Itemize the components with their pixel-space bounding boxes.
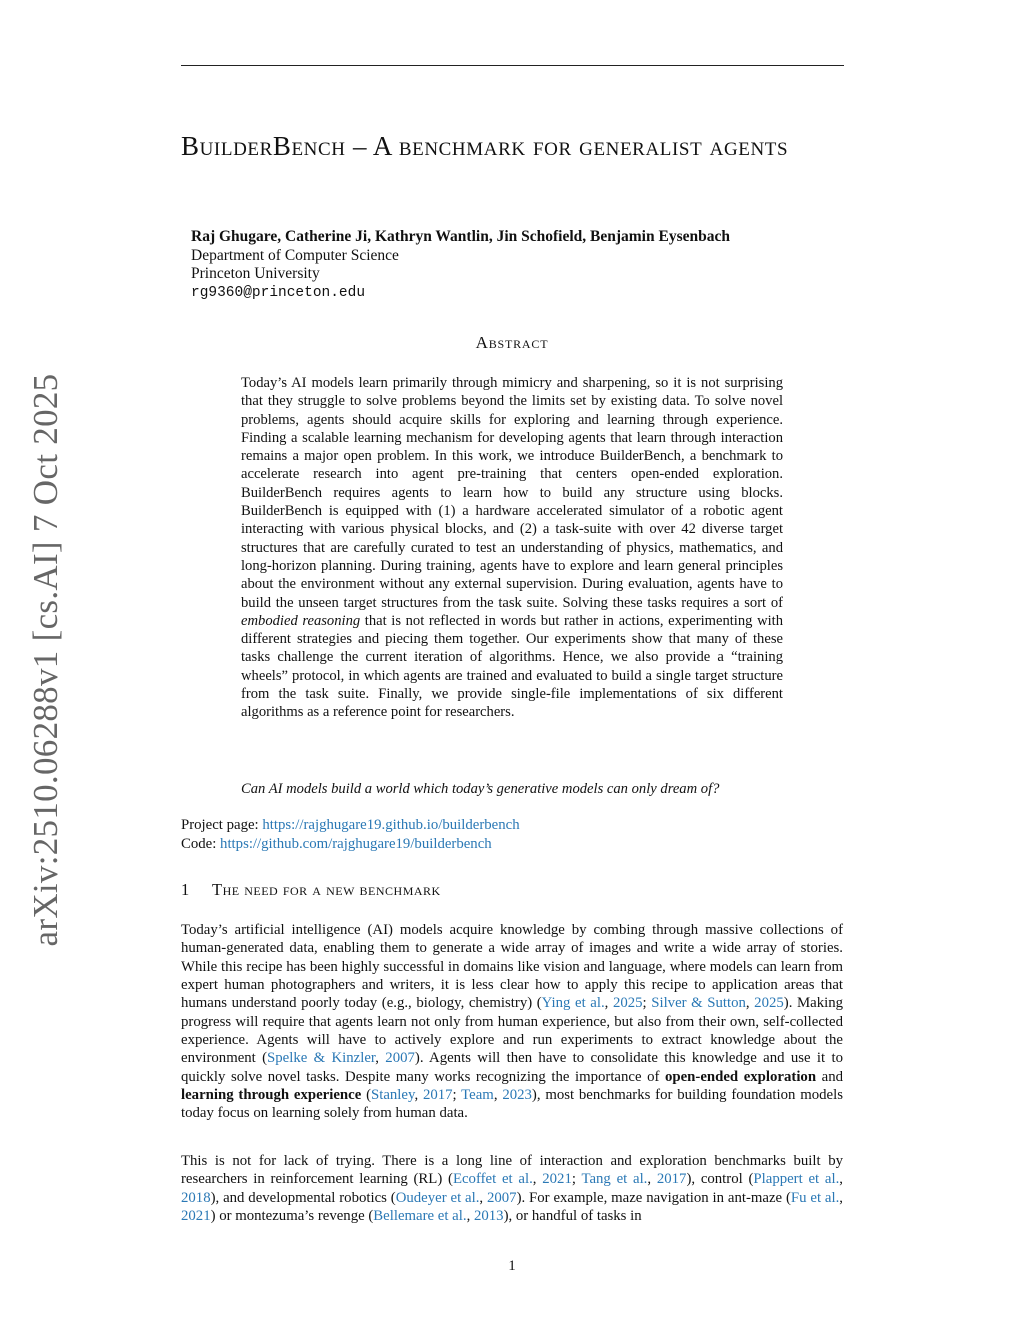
section-number: 1 (181, 880, 190, 899)
citation-link[interactable]: 2025 (754, 995, 784, 1012)
abstract-part: Today’s AI models learn primarily through mimicry and sharpening, so it is not surprising that they struggle to solve problems beyond the limits set by existing data. To solve novel problems, agents should acquire skills for exploring and learning through experience. Finding a scalable learning mechanism for developing agents that learn through interaction remains a major open problem. In this work, we introduce BuilderBench, a benchmark to accelerate research into agent pre-training that centers open-ended exploration. BuilderBench requires agents to learn how to build any structure using blocks. BuilderBench is equipped with (1) a hardware accelerated simulator of a robotic agent interacting with various physical blocks, and (2) a task-suite with over 42 diverse target structures that are carefully curated to test an understanding of physics, mathematics, and long-horizon planning. During training, agents have to explore and learn general principles about the environment without any external supervision. During evaluation, agents have to build the unseen target structures from the task suite. Solving these tasks requires a sort of (241, 375, 783, 611)
text-run: ; (642, 995, 652, 1012)
text-run: ) or montezuma’s revenge ( (210, 1208, 374, 1225)
citation-link[interactable]: Tang et al. (581, 1171, 648, 1188)
text-run: , (493, 1087, 503, 1104)
abstract-text (241, 374, 783, 722)
citation-link[interactable]: Stanley (371, 1087, 415, 1104)
text-run: , (839, 1189, 843, 1206)
text-run: ). For example, maze navigation in ant-maze ( (516, 1189, 791, 1206)
citation-link[interactable]: Bellemare et al. (373, 1208, 467, 1225)
code-link[interactable]: https://github.com/rajghugare19/builderbench (220, 835, 492, 852)
abstract-italic: embodied reasoning (241, 612, 361, 629)
paragraph-1 (181, 921, 843, 1123)
bold-phrase: open-ended exploration (664, 1068, 817, 1085)
author-university: Princeton University (191, 265, 320, 282)
citation-link[interactable]: 2017 (656, 1171, 687, 1188)
links-block (181, 816, 520, 853)
citation-link[interactable]: 2018 (181, 1189, 211, 1206)
text-run: ( (361, 1087, 371, 1104)
citation-link[interactable]: Ecoffet et al. (452, 1171, 533, 1188)
author-email[interactable]: rg9360@princeton.edu (191, 284, 366, 301)
text-run: This is not for lack of trying. There is a long line of interaction and exploration benchmarks built by researchers in reinforcement learning (RL) ( (181, 1153, 843, 1188)
citation-link[interactable]: 2023 (502, 1087, 532, 1104)
text-run: , (414, 1087, 423, 1104)
text-run: and (816, 1068, 843, 1085)
citation-link[interactable]: 2021 (181, 1208, 211, 1225)
bold-phrase: learning through experience (181, 1087, 362, 1104)
arxiv-stamp: arXiv:2510.06288v1 [cs.AI] 7 Oct 2025 (26, 373, 65, 947)
citation-link[interactable]: Spelke & Kinzler (267, 1050, 376, 1067)
citation-link[interactable]: Ying et al. (541, 995, 605, 1012)
text-run: , (745, 995, 755, 1012)
project-label: Project page: (181, 817, 263, 833)
citation-link[interactable]: Team (461, 1087, 494, 1104)
paragraph-2 (181, 1152, 843, 1225)
text-run: , (647, 1171, 657, 1188)
section-title: The need for a new benchmark (212, 880, 441, 899)
text-run: ; (452, 1087, 462, 1104)
paper-title: BuilderBench – A benchmark for generalist agents (181, 131, 789, 161)
text-run: ), control ( (686, 1171, 754, 1188)
text-run: , (839, 1171, 843, 1188)
author-names: Raj Ghugare, Catherine Ji, Kathryn Wantlin, Jin Schofield, Benjamin Eysenbach (191, 228, 730, 245)
code-label: Code: (181, 835, 221, 852)
text-run: , (479, 1189, 487, 1206)
text-run: ). Agents will then have to consolidate this knowledge and use it to quickly solve novel tasks. Despite many works recognizing the importance of (181, 1050, 843, 1085)
citation-link[interactable]: 2013 (473, 1208, 504, 1225)
text-run: Today’s artificial intelligence (AI) models acquire knowledge by combing through massive collections of human-generated data, enabling them to generate a wide array of images and write a wide array of stories. While this recipe has been highly successful in domains like vision and language, where models can learn from expert human photographers and writers, it is less clear how to apply this recipe to application areas that humans understand poorly today (e.g., biology, chemistry) ( (181, 922, 843, 1012)
citation-link[interactable]: Fu et al. (790, 1189, 840, 1206)
citation-link[interactable]: Silver & Sutton (651, 995, 746, 1012)
citation-link[interactable]: 2025 (612, 995, 643, 1012)
citation-link[interactable]: 2021 (542, 1171, 572, 1188)
text-run: ; (571, 1171, 582, 1188)
text-run: , (532, 1171, 543, 1188)
citation-link[interactable]: 2007 (385, 1050, 415, 1067)
author-block (191, 228, 730, 302)
section-heading (181, 880, 441, 900)
text-run: , (466, 1208, 474, 1225)
citation-link[interactable]: 2007 (486, 1189, 517, 1206)
citation-link[interactable]: Oudeyer et al. (395, 1189, 480, 1206)
text-run: ), most benchmarks for building foundation models today focus on learning solely from human data. (181, 1087, 843, 1122)
author-department: Department of Computer Science (191, 246, 399, 264)
tagline-quote: Can AI models build a world which today’s generative models can only dream of? (241, 781, 720, 797)
top-rule (181, 65, 844, 66)
text-run: , (375, 1050, 386, 1067)
abstract-heading: Abstract (475, 333, 549, 352)
text-run: ), or handful of tasks in (503, 1208, 642, 1225)
abstract-part: that is not reflected in words but rather in actions, experimenting with different strategies and piecing them together. Our experiments show that many of these tasks challenge the current iteration of algorithms. Hence, we also provide a “training wheels” protocol, in which agents are trained and evaluated to build a single target structure from the task suite. Finally, we provide single-file implementations of six different algorithms as a reference point for researchers. (241, 612, 784, 721)
citation-link[interactable]: 2017 (422, 1087, 453, 1104)
text-run: ). Making progress will require that agents learn not only from human experience, but also from their own, self-collected experience. Agents will have to actively explore and run experiments to extract knowledge about the environment ( (181, 995, 844, 1067)
project-link[interactable]: https://rajghugare19.github.io/builderbench (262, 817, 520, 833)
text-run: ), and developmental robotics ( (210, 1189, 396, 1206)
page-number: 1 (508, 1258, 516, 1274)
text-run: , (604, 995, 613, 1012)
citation-link[interactable]: Plappert et al. (753, 1171, 840, 1188)
